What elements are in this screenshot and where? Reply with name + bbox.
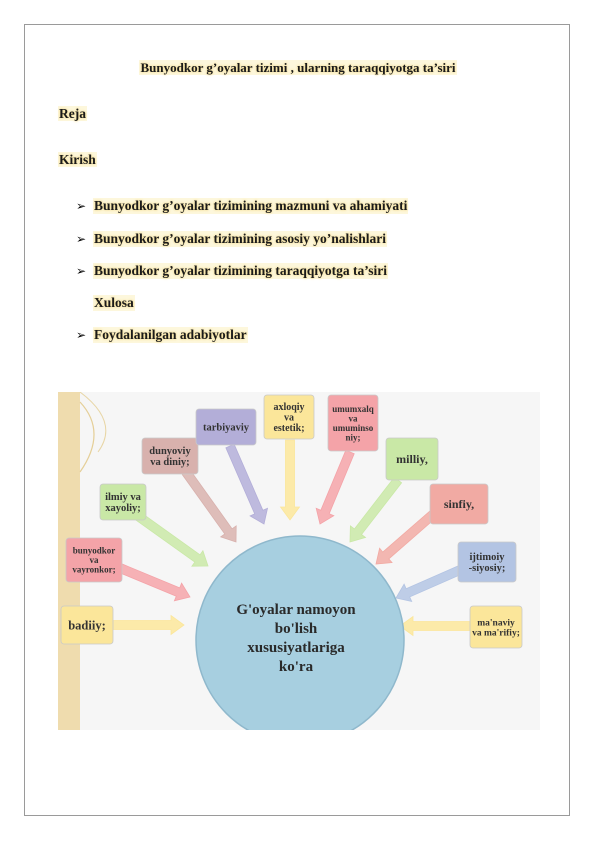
document-title: Bunyodkor g’oyalar tizimi , ularning taraqqiyotga ta’siri — [140, 60, 456, 75]
box-label-tarbiyaviy: tarbiyaviy — [202, 422, 250, 434]
box-label-umumxalq: va — [348, 413, 358, 424]
box-label-bunyodkor: vayronkor; — [72, 564, 116, 575]
box-label-bunyodkor: bunyodkor — [72, 545, 116, 556]
box-label-bunyodkor: va — [89, 555, 99, 566]
box-label-ilmiy: ilmiy va — [105, 492, 141, 504]
box-label-ilmiy: xayoliy; — [105, 503, 141, 515]
plan-item — [76, 295, 135, 311]
kirish-heading: Kirish — [59, 152, 96, 167]
box-label-ijtimoiy: -siyosiy; — [468, 563, 506, 575]
box-label-ijtimoiy: ijtimoiy — [469, 552, 505, 564]
center-label-line: G'oyalar namoyon — [236, 602, 356, 618]
box-label-manaviy: ma'naviy — [477, 618, 515, 629]
box-label-dunyoviy: va diniy; — [150, 457, 190, 469]
plan-item-text: Foydalanilgan adabiyotlar — [94, 327, 247, 342]
box-label-dunyoviy: dunyoviy — [149, 446, 191, 458]
ideas-diagram — [58, 392, 540, 730]
diagram-canvas — [58, 392, 540, 730]
arrowhead-bullet-icon: ➢ — [76, 199, 87, 213]
center-label-line: bo'lish — [274, 621, 318, 637]
box-label-badiiy: badiiy; — [68, 618, 106, 633]
plan-item — [76, 198, 408, 214]
box-label-axloqiy: estetik; — [273, 423, 305, 434]
plan-item-text: Bunyodkor g’oyalar tizimining mazmuni va ahamiyati — [94, 198, 408, 213]
box-label-manaviy: va ma'rifiy; — [472, 628, 520, 639]
box-label-axloqiy: axloqiy — [273, 402, 305, 413]
box-label-umumxalq: niy; — [345, 432, 361, 443]
box-label-sinfiy: sinfiy, — [443, 497, 475, 512]
center-label-line: xususiyatlariga — [247, 640, 345, 656]
arrowhead-bullet-icon: ➢ — [76, 232, 87, 246]
plan-item — [76, 327, 248, 343]
plan-item — [76, 263, 388, 279]
box-label-umumxalq: umumxalq — [332, 403, 374, 414]
box-label-axloqiy: va — [284, 412, 294, 424]
box-label-umumxalq: umuminso — [332, 422, 374, 433]
arrowhead-bullet-icon: ➢ — [76, 264, 87, 278]
plan-item — [76, 231, 387, 247]
plan-item-text: Xulosa — [94, 295, 134, 310]
center-label-line: ko'ra — [278, 659, 314, 675]
reja-heading: Reja — [59, 106, 86, 121]
plan-item-text: Bunyodkor g’oyalar tizimining asosiy yo’nalishlari — [94, 231, 387, 246]
box-label-milliy: milliy, — [396, 452, 428, 467]
plan-item-text: Bunyodkor g’oyalar tizimining taraqqiyotga ta’siri — [94, 263, 388, 278]
arrowhead-bullet-icon: ➢ — [76, 328, 87, 342]
